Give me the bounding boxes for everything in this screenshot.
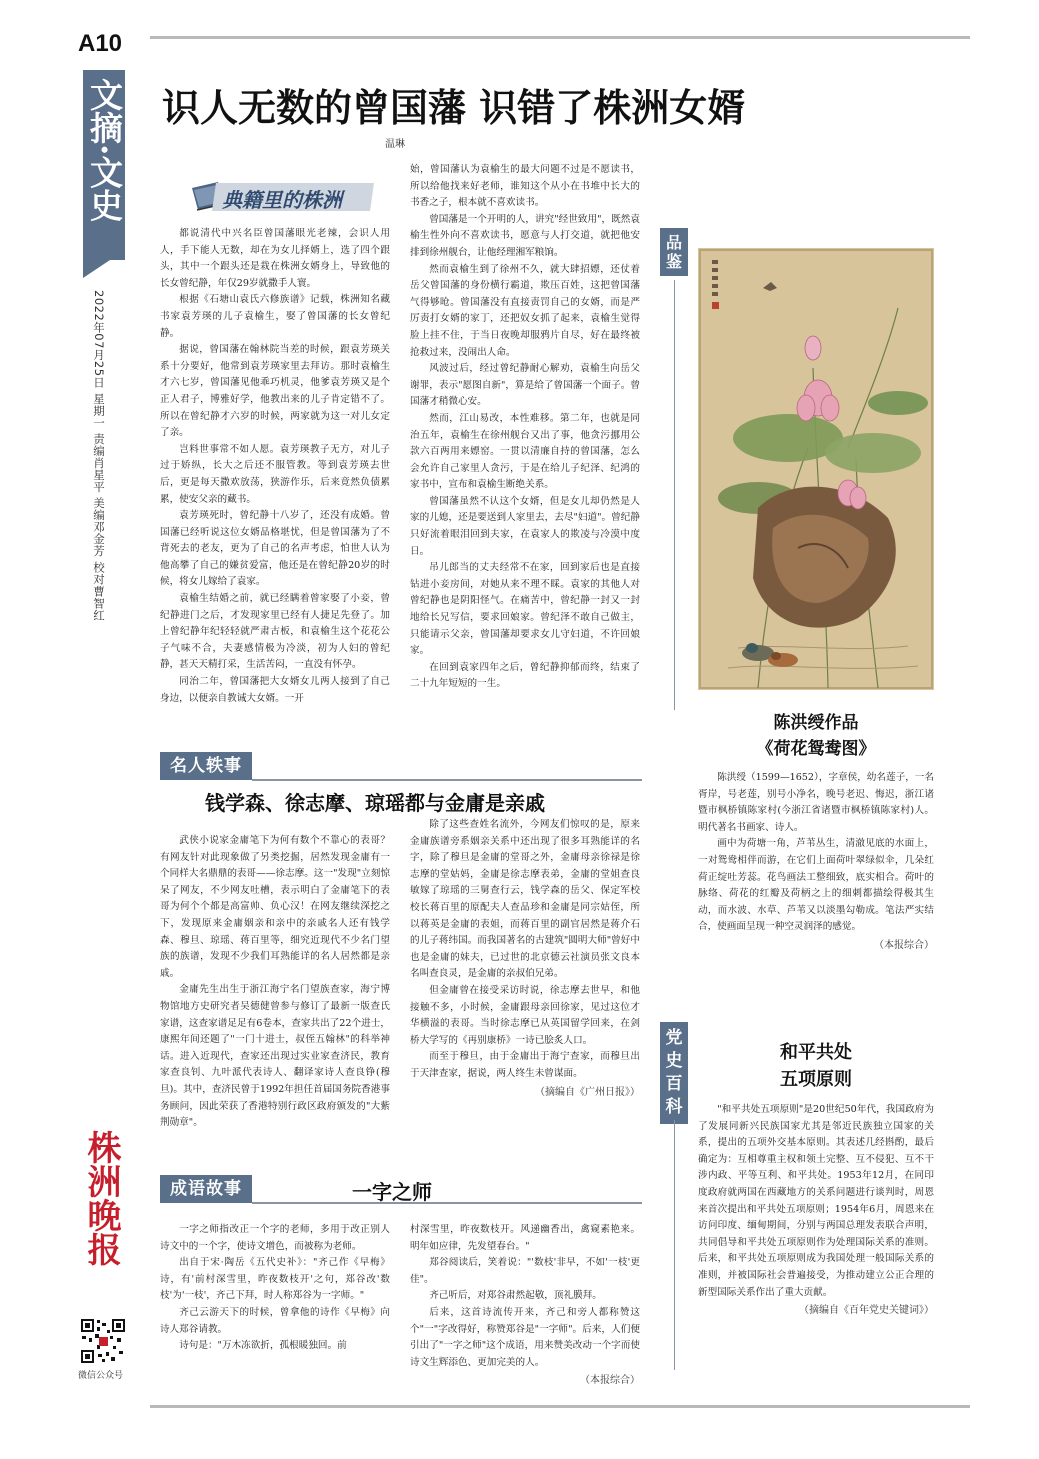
paragraph: 陈洪绶（1599—1652），字章侯，幼名莲子，一名胥岸，号老莲，别号小净名，晚号老迟、悔迟，浙江诸暨市枫桥镇陈家村(今浙江省诸暨市枫桥镇陈家村)人。明代著名书画家、诗人。 <box>698 772 934 833</box>
painting-caption-2: 《荷花鸳鸯图》 <box>756 739 876 759</box>
painting-image <box>698 248 934 690</box>
pinjian-rule <box>674 280 675 710</box>
section-band-slash <box>83 250 133 280</box>
paragraph: 诗句是："万木冻欲折，孤根暖独回。前 <box>179 1340 347 1352</box>
painting-caption-1: 陈洪绶作品 <box>773 713 859 733</box>
idiom-col-2 <box>410 1222 640 1387</box>
painting-credit: （本报综合） <box>874 939 934 951</box>
main-headline: 识人无数的曾国藩 识错了株洲女婿 <box>162 85 746 130</box>
page-number: A10 <box>78 30 123 57</box>
paragraph: 画中为荷塘一角，芦苇丛生，清澈见底的水面上，一对鸳鸯相伴而游，在它们上面荷叶翠绿似伞，几朵红荷正绽吐芳蕊。花鸟画法工整细致，底实相合。荷叶的脉络、荷花的红瓣及荷柄之上的细刺都描绘得极其生动，而水波、水草、芦苇又以淡墨勾勒成。笔法严实结合，使画面呈现一种空灵润泽的感觉。 <box>698 838 934 933</box>
celebrity-headline: 钱学森、徐志摩、琼瑶都与金庸是亲戚 <box>205 791 545 815</box>
party-headline-1: 和平共处 <box>780 1042 852 1063</box>
pinjian-tag: 品鉴 <box>660 228 688 276</box>
paragraph: 但金庸曾在接受采访时说，徐志摩去世早，和他接触不多，小时候，金庸跟母亲回徐家，见过这位才华横溢的表哥。当时徐志摩已从英国留学回来，在剑桥大学写的《再别康桥》一诗已脍炙人口。 <box>410 984 640 1046</box>
celebrity-col-1 <box>160 833 390 1145</box>
paragraph: 金庸先生出生于浙江海宁名门望族查家，海宁博物馆地方史研究者吴德健曾参与修订了最新一版查氏家谱，这查家谱足足有6卷本，查家共出了22个进士，康熙年间还题了"一门十进士，叔侄五翰林"的科举神话。进入近现代，查家还出现过实业家查济民，教育家查良钊、九叶派代表诗人、翻译家诗人查良铮(穆旦)。其中，查济民曾于1992年担任首届国务院香港事务顾问，因此荣获了香港特别行政区政府颁发的"大紫荆勋章"。 <box>160 984 390 1129</box>
party-credit: （摘编自《百年党史关键词》） <box>799 1305 934 1317</box>
main-author: 温琳 <box>385 139 405 150</box>
celebrity-tag: 名人轶事 <box>160 752 252 780</box>
paragraph: 始，曾国藩认为袁榆生的最大问题不过是不愿读书，所以给他找来好老师，谁知这个从小在书堆中长大的书香之子，根本就不喜欢读书。 <box>410 164 640 209</box>
section-vertical-band <box>83 70 125 260</box>
paragraph: 然而，江山易改，本性难移。第二年，也就是同治五年，袁榆生在徐州舰台又出了事，他贪污挪用公款六百两用来嫖窑。一贯以清廉自持的曾国藩，怎么会允许自己家里人贪污，于是在给儿子纪泽、纪鸿的家书中，宣布和袁榆生断绝关系。 <box>410 412 640 491</box>
paragraph: 除了这些查姓名流外，今网友们惊叹的是，原来金庸族谱旁系姻亲关系中还出现了很多耳熟能详的名字，除了穆旦是金庸的堂哥之外，金庸母亲徐禄是徐志摩的堂姑妈，金庸是徐志摩表弟，金庸的堂姐查良敏嫁了琼瑶的三舅查行云，钱学森的岳父、保定军校校长蒋百里的原配夫人查品珍和金庸是同宗姑侄，所以蒋英是金庸的表姐，而蒋百里的副官居然是蒋介石的儿子蒋纬国。而我国著名的古建筑"圆明大师"曾好中也是金庸的妹夫，已过世的北京德云社演员张文良本名叫查良灵，是金庸的亲叔伯兄弟。 <box>410 819 640 980</box>
idiom-headline: 一字之师 <box>352 1180 432 1204</box>
main-col-2 <box>410 162 640 732</box>
qr-label: 微信公众号 <box>78 1371 124 1381</box>
celebrity-col-2 <box>410 817 640 1149</box>
column-logo <box>188 180 378 214</box>
paragraph: 风波过后，经过曾纪静耐心解劝，袁榆生向岳父谢罪，表示"愿图自新"，算是给了曾国藩一个面子。曾国藩才稍微心安。 <box>410 363 640 408</box>
paragraph: 村深雪里，昨夜数枝开。风递幽香出，禽窥素艳来。明年如应律，先发望春台。" <box>410 1224 640 1252</box>
paragraph: 出自于宋·陶岳《五代史补》："齐己作《早梅》诗，有'前村深雪里，昨夜数枝开'之句，郑谷改'数枝'为'一枝'，齐己下拜，时人称郑谷为一字师。" <box>160 1257 390 1302</box>
paragraph: 一字之师指改正一个字的老师，多用于改正别人诗文中的一个字，使诗文增色，而被称为老师。 <box>160 1224 390 1252</box>
date-line: 2022年07月25日 星期一 责编肖星平 美编邓金芳 校对曹智红 <box>92 290 106 622</box>
qr-code[interactable] <box>80 1318 126 1364</box>
paragraph: "和平共处五项原则"是20世纪50年代，我国政府为了发展同新兴民族国家尤其是邻近民族独立国家的关系，提出的五项外交基本原则。其表述几经斟酌，最后确定为：互相尊重主权和领土完整、互不侵犯、互不干涉内政、平等互利、和平共处。1953年12月，在同印度政府就两国在西藏地方的关系问题进行谈判时，周恩来首次提出和平共处五项原则；1954年6月，周恩来在访问印度、缅甸期间，分别与两国总理发表联合声明，共同倡导和平共处五项原则作为处理国际关系的准则。后来，和平共处五项原则成为我国处理一般国际关系的准则，并被国际社会普遍接受，为推动建立公正合理的新型国际关系作出了重大贡献。 <box>698 1104 934 1298</box>
idiom-rule <box>252 1202 642 1204</box>
party-rule <box>674 1120 675 1370</box>
paragraph: 在回到袁家四年之后，曾纪静抑郁而终，结束了二十九年短短的一生。 <box>410 661 640 690</box>
paragraph: 同治二年，曾国藩把大女婿女儿两人接到了自己身边，以便亲自教诫大女婿。一开 <box>160 676 390 704</box>
paragraph: 武侠小说家金庸笔下为何有数个不靠心的表哥？有网友针对此现象做了另类挖掘，居然发现金庸有一个同样大名鼎鼎的表哥——徐志摩。这一"发现"立刻惊呆了网友，不少网友吐槽，表示明白了金庸笔下的表哥为何个个都是高富帅、负心汉！在网友继续深挖之下，发现原来金庸姻亲和亲中的亲戚名人还有钱学森、穆旦、琼瑶、蒋百里等，细究近现代不少名门望族的族谱，发现不少我们耳熟能详的名人居然都是亲戚。 <box>160 835 390 979</box>
paragraph: 袁芳瑛死时，曾纪静十八岁了，还没有成婚。曾国藩已经听说这位女婿品格堪忧，但是曾国藩为了不背死去的老友，更为了自己的名声考虑，怕世人认为他高攀了自己的嫌贫爱富，他还是在曾纪静20岁的时候，将女儿嫁给了袁家。 <box>160 510 390 588</box>
party-tag: 党史百科 <box>660 1022 688 1124</box>
paragraph: 曾国藩虽然不认这个女婿，但是女儿却仍然是人家的儿媳，还是要送到人家里去，去尽"妇道"。曾纪静只好流着眼泪回到夫家，在袁家人的欺凌与冷漠中度日。 <box>410 495 640 557</box>
paragraph: 郑谷阅读后，笑着说："'数枝'非早，不如'一枝'更佳"。 <box>410 1257 640 1285</box>
paragraph: 据说，曾国藩在翰林院当差的时候，跟袁芳瑛关系十分要好，他常到袁芳瑛家里去拜访。那时袁榆生才六七岁，曾国藩见他乖巧机灵，他爹袁芳瑛又是个正人君子，博雅好学，他教出来的儿子肯定错不了。所以在曾纪静才六岁的时候，两家就为这一对儿女定了亲。 <box>160 344 390 439</box>
paragraph: 然而袁榆生到了徐州不久，就大肆招嫖，还仗着岳父曾国藩的身份横行霸道，欺压百姓，这把曾国藩气得够呛。曾国藩没有直接责罚自己的女婿，而是严厉责打女婿的家丁，还把奴女抓了起来，袁榆生觉得脸上挂不住，于当日夜晚却服鸦片自尽，好在最终被抢救过来，没闹出人命。 <box>410 263 640 358</box>
paragraph: 岂料世事常不如人愿。袁芳瑛教子无方，对儿子过于娇纵，长大之后还不服管教。等到袁芳瑛去世后，更是每天撒欢放荡，狭游作乐，后来竟然负债累累，使安父亲的藏书。 <box>160 443 390 505</box>
paragraph: 袁榆生结婚之前，就已经瞒着曾家娶了小妾，曾纪静进门之后，才发现家里已经有人捷足先登了。加上曾纪静年纪轻轻就严肃古板，和袁榆生这个花花公子气味不合，夫妻感情极为冷淡，初为人妇的曾纪静，甚天天精打采，生活苦闷，一直没有怀孕。 <box>160 593 390 671</box>
idiom-col-1 <box>160 1222 390 1372</box>
paragraph: 吊儿郎当的丈夫经常不在家，回到家后也是直接钻进小妾房间，对她从来不理不睬。袁家的其他人对曾纪静也是阴阳怪气。在痛苦中，曾纪静一封又一封地给长兄写信，要求回娘家。曾纪泽不敢自己做主，只能请示父亲，曾国藩却要求女儿守妇道，不许回娘家。 <box>410 562 640 657</box>
celebrity-credit: （摘编自《广州日报》） <box>535 1086 640 1098</box>
main-col-1 <box>160 226 390 731</box>
paragraph: 根据《石塘山袁氏六修族谱》记载，株洲知名藏书家袁芳瑛的儿子袁榆生，娶了曾国藩的长女曾纪静。 <box>160 294 390 339</box>
paragraph: 齐己听后，对郑谷肃然起敬，顶礼膜拜。 <box>429 1290 602 1302</box>
header-rule <box>150 36 970 39</box>
idiom-tag: 成语故事 <box>160 1175 252 1203</box>
paragraph: 都说清代中兴名臣曾国藩眼光老辣，会识人用人，手下能人无数，却在为女儿择婿上，选了四个跟头，其中一个跟头还是栽在株洲女婿身上，导致他的长女曾纪静，年仅29岁就撒手人寰。 <box>160 228 390 289</box>
party-text <box>698 1102 934 1387</box>
paragraph: 后来，这首诗流传开来，齐己和旁人都称赞这个"一"字改得好，称赞郑谷是"一字师"。后来，人们便引出了"一字之师"这个成语，用来赞美改动一个字而使诗文生辉添色、更加完美的人。 <box>410 1306 640 1368</box>
celebrity-rule <box>252 779 642 781</box>
party-headline-2: 五项原则 <box>780 1069 852 1090</box>
column-logo-text: 典籍里的株洲 <box>222 188 342 212</box>
painting-text <box>698 770 934 970</box>
section-vertical-title: 文摘·文史 <box>85 78 124 222</box>
paragraph: 而至于穆旦，由于金庸出于海宁查家，而穆旦出于天津查家，据说，两人终生未曾谋面。 <box>410 1051 640 1079</box>
newspaper-logo: 株洲晚报 <box>81 1130 121 1266</box>
paragraph: 齐己云游天下的时候，曾拿他的诗作《早梅》向诗人郑谷请教。 <box>160 1306 390 1335</box>
idiom-credit: （本报综合） <box>580 1375 640 1387</box>
footer-rule <box>150 1405 970 1408</box>
paragraph: 曾国藩是一个开明的人，讲究"经世致用"，既然袁榆生性外向不喜欢读书，愿意与人打交道，就把他安排到徐州舰台，让他经理湘军粮饷。 <box>410 213 640 258</box>
